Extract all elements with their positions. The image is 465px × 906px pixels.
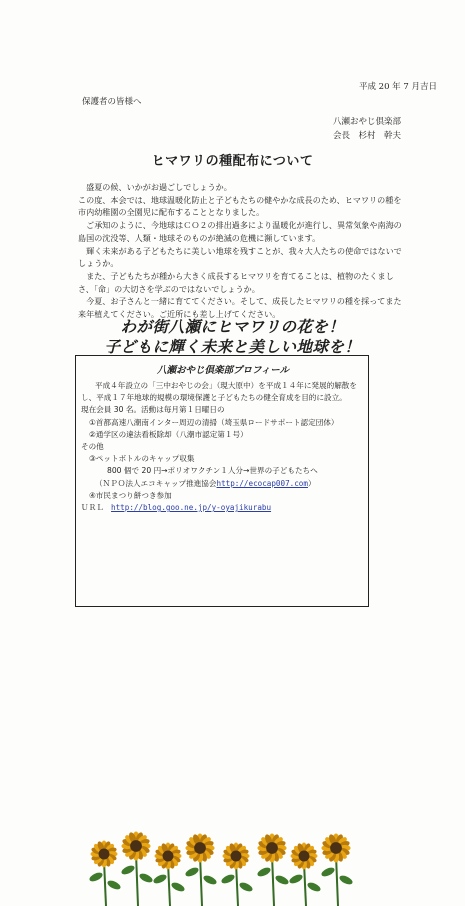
- sender-organization: 八瀬おやじ倶楽部: [333, 115, 401, 127]
- sunflower-icon: [256, 833, 290, 906]
- profile-body: [81, 380, 367, 514]
- activity-item: ③ペットボトルのキャップ収集: [81, 453, 367, 465]
- profile-intro-line: 現在会員 30 名。活動は毎月第１日曜日の: [81, 404, 367, 416]
- profile-box: [75, 355, 369, 607]
- url-line: [81, 502, 367, 514]
- url-label: ＵＲＬ: [81, 503, 104, 512]
- sunflower-icon: [88, 840, 122, 906]
- slogan-line-2: 子どもに輝く未来と美しい地球を！: [0, 335, 465, 357]
- activity-item: ④市民まつり餅つき参加: [81, 490, 367, 502]
- letter-body: [78, 181, 408, 321]
- profile-title: 八瀬おやじ倶楽部プロフィール: [76, 362, 370, 376]
- body-paragraph: ご承知のように、今地球はＣＯ２の排出過多により温暖化が進行し、異常気象や南海の島国の沈没等、人類・地球そのものが絶滅の危機に瀕しています。: [78, 219, 408, 244]
- activity-item: ②通学区の違法看板除却（八潮市認定第１号）: [81, 429, 367, 441]
- sunflower-icon: [152, 842, 186, 906]
- other-label: その他: [81, 441, 367, 453]
- slogan-line-1: わが街八瀬にヒマワリの花を！: [0, 315, 465, 337]
- profile-intro-line: し、平成１７年地球的規模の環境保護と子どもたちの健全育成を目的に設立。: [81, 392, 367, 404]
- body-paragraph: 盛夏の候、いかがお過ごしでしょうか。: [78, 181, 408, 194]
- ecocap-link[interactable]: http://ecocap007.com: [217, 479, 308, 488]
- sender-representative: 会長 杉村 幹夫: [333, 129, 401, 141]
- profile-intro-line: 平成４年設立の「三中おやじの会」（現大原中）を平成１４年に発展的解散を: [81, 380, 367, 392]
- blog-url-link[interactable]: http://blog.goo.ne.jp/y-oyajikurabu: [111, 503, 271, 512]
- body-paragraph: 今夏、お子さんと一緒に育ててください。そして、成長したヒマワリの種を採ってまた来年植えてください。ご近所にも差し上げてください。: [78, 295, 408, 320]
- sunflower-icon: [120, 831, 154, 906]
- activity-org-line: [81, 478, 367, 490]
- sunflower-icon: [288, 842, 322, 906]
- body-paragraph: この度、本会では、地球温暖化防止と子どもたちの健やかな成長のため、ヒマワリの種を市内幼稚園の全園児に配布することとなりました。: [78, 194, 408, 219]
- sunflower-icon: [184, 833, 218, 906]
- activity-item: ①首都高速八潮南インター周辺の清掃（埼玉県ロードサポート認定団体）: [81, 417, 367, 429]
- sunflower-row-illustration: [86, 826, 362, 906]
- letter-recipient: 保護者の皆様へ: [82, 95, 142, 107]
- body-paragraph: 輝く未来がある子どもたちに美しい地球を残すことが、我々大人たちの使命ではないでしょうか。: [78, 245, 408, 270]
- sunflower-icon: [220, 842, 254, 906]
- letter-date: 平成 20 年 7 月吉日: [359, 80, 437, 92]
- activity-detail: 800 個で 20 円→ポリオワクチン１人分→世界の子どもたちへ: [81, 465, 367, 477]
- sunflower-icon: [320, 833, 354, 906]
- activity-org-name: （ＮＰＯ法人エコキャップ推進協会: [95, 479, 217, 488]
- body-paragraph: また、子どもたちが種から大きく成長するヒマワリを育てることは、植物のたくましさ、「命」の大切さを学ぶのではないでしょうか。: [78, 270, 408, 295]
- activity-org-close: ）: [308, 479, 316, 488]
- letter-title: ヒマワリの種配布について: [0, 150, 465, 169]
